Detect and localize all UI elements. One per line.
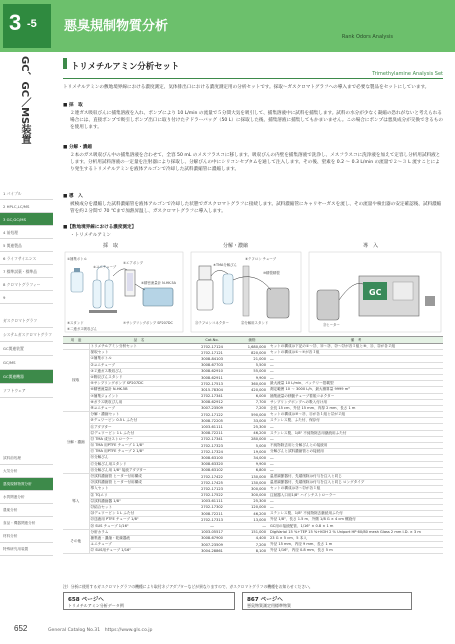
table-cell: ⑬ TMA 成分ストローラー — [89, 436, 189, 442]
table-cell: ― — [235, 523, 269, 529]
table-cell: 300,000 — [235, 492, 269, 498]
table-cell: 測定範囲 10 ～ 3000 L/h、最大積算量 9999 m³ — [269, 387, 443, 393]
table-cell: ⑩デュワービン 0.5 L ふた付 — [89, 418, 189, 424]
reference-page: 658 ページへ — [68, 597, 104, 603]
table-cell: ⑥精密流量計 N-HK-5B — [89, 387, 189, 393]
table-cell: 3007-23509 — [189, 542, 235, 548]
table-cell: 2702-17313 — [189, 517, 235, 523]
diagram-col-intro: 導 入 — [363, 243, 379, 249]
nav-item[interactable]: 5 関連製品 — [0, 239, 53, 252]
diagram-label: ①捕集ボトル — [67, 257, 87, 261]
table-cell: ステンレス製、1/8" 不純物除去継続用ふた付 — [269, 511, 443, 517]
table-cell: ㉑ TQエリ — [89, 492, 189, 498]
apparatus-diagram — [63, 240, 443, 336]
table-cell: ステンレス製、1/8" 不純物除去用継続用ふた付 — [269, 430, 443, 436]
table-cell: 3008-63320 — [189, 461, 235, 467]
nav-item[interactable]: 4 前処理 — [0, 226, 53, 239]
table-cell: DigiVariol 15 %+TEP 15 %+KOH 2 % Uniport HP 60/80 mesh Glass 2 mm I.D. × 3 m — [269, 529, 443, 535]
topic-item[interactable]: 特殊研究用装置 — [0, 543, 53, 556]
table-cell: ユニチューブ — [89, 542, 189, 548]
diagram-label: ③エアポンプ — [123, 261, 143, 265]
table-header: Cat.No. — [189, 337, 235, 344]
nav-item[interactable]: 8 クロマトグラフィー — [0, 278, 53, 291]
product-title-en: Trimethylamine Analysis Set — [372, 71, 443, 77]
table-cell: 7,700 — [235, 399, 269, 405]
table-cell: 46,200 — [235, 430, 269, 436]
reference-desc: トリメチルアミン分析データ例 — [68, 603, 124, 608]
table-cell: 外径 1/16"、内径 0.8 mm、長さ 5 m — [269, 548, 443, 554]
table-cell: ― — [189, 523, 235, 529]
table-cell: 2702-17425 — [189, 480, 235, 486]
table-cell: ⑰分解びん用スタンド — [89, 461, 189, 467]
diagram-col-sampling: 採 取 — [103, 243, 119, 249]
table-cell: 温度調節器付、先端削除は付与を注入と同じ ロングタイプ — [269, 480, 443, 486]
table-cell: 2702-17302 — [189, 504, 235, 510]
nav-item-active[interactable]: 3 GC,GC/MS — [0, 213, 53, 226]
table-cell: 3015-78304 — [189, 387, 235, 393]
diagram-label: ④精密流量計 N-HK-5A — [141, 281, 176, 285]
table-cell: 2702-17121 — [189, 350, 235, 356]
page-number: 652 — [14, 624, 28, 633]
table-cell: 6,000 — [235, 393, 269, 399]
table-cell: 2702-17422 — [189, 473, 235, 479]
table-cell: 120,000 — [235, 504, 269, 510]
table-cell: 3008-62912 — [189, 399, 235, 405]
section-sub-boundary: ・トリメチルアミン — [70, 233, 112, 238]
topic-item[interactable]: 材料分析 — [0, 530, 53, 543]
table-cell: 3004-28861 — [189, 548, 235, 554]
table-cell: ⑨ユニチューブ — [89, 405, 189, 411]
table-cell: 最大流量 10 L/min、バッテリー搭載型 — [269, 381, 443, 387]
table-cell: ― — [269, 356, 443, 362]
reference-page: 867 ページへ — [247, 597, 283, 603]
table-cell: 外径 1/8"、長さ 1.5 m、外側 1/8 G × 4 cm 螺旋付 — [269, 517, 443, 523]
table-cell: 2702-17123 — [189, 486, 235, 492]
table-cell: 捕集液・濃縮・乾燥器液 — [89, 535, 189, 541]
title-accent-bar — [63, 58, 67, 69]
table-row — [63, 548, 443, 554]
nav-item[interactable]: 7 標準試薬・標準品 — [0, 265, 53, 278]
table-note: 注）分析に使用するガスクロマトグラフの機種により取付ネジアダプターなどが異なりますので、ガスクロマトグラフの機種をお知らせください。 — [63, 584, 313, 589]
sidebar-subnav — [0, 314, 53, 398]
table-cell: 分解・濃縮セット — [89, 412, 189, 418]
nav-item[interactable]: 6 ライフサイエンス — [0, 252, 53, 265]
sidebar-topicnav — [0, 452, 53, 556]
topic-item[interactable]: 食品・機器関連分析 — [0, 517, 53, 530]
table-cell: ― — [269, 436, 443, 442]
table-cell: 3008-63102 — [189, 467, 235, 473]
table-cell: 1003-61111 — [189, 498, 235, 504]
diagram-label: ⑬ヒーター — [323, 323, 340, 327]
table-cell-group: 導入 — [63, 473, 89, 529]
table-cell: 3008-72211 — [189, 511, 235, 517]
table-cell: 採取セット — [89, 350, 189, 356]
table-cell: ⑫デュワービン 1 L ふた付 — [89, 430, 189, 436]
nav-item[interactable]: 2 HPLC,LC/MS — [0, 200, 53, 213]
table-header: 備 考 — [269, 337, 443, 344]
table-cell: 130,000 — [235, 473, 269, 479]
table-cell: 1003-61111 — [189, 424, 235, 430]
table-cell: 外径 15 mm、内径 9 mm、長さ 1 m — [269, 542, 443, 548]
chapter-badge — [3, 4, 51, 48]
table-header: 用 途 — [63, 337, 89, 344]
topic-item[interactable]: 大気分析 — [0, 465, 53, 478]
svg-text:GC: GC — [369, 288, 382, 297]
table-cell: 9,900 — [235, 461, 269, 467]
table-cell: 3007-23509 — [189, 405, 235, 411]
table-cell: セットの構成は下記の①～⑬、⑭～⑳、⑳～㉓が各１組と⑧、⑪、㉑が各２組 — [269, 344, 443, 350]
chapter-subnumber: -5 — [27, 18, 37, 30]
table-cell: セットの構成は①～⑦が各１組 — [269, 350, 443, 356]
table-cell: 3008-67703 — [189, 362, 235, 368]
table-cell: サンプリングポンプへの吸入付け用 — [269, 399, 443, 405]
topic-item-active[interactable]: 悪臭規制物質分析 — [0, 478, 53, 491]
section-heading-boundary: ■【数地境界線における濃度測定】 — [63, 225, 137, 230]
diagram-label: ⑩精製精製 — [263, 271, 280, 275]
table-cell: GC用の接続配管、1/16" × 0.8 × 1 m — [269, 523, 443, 529]
reference-box[interactable] — [63, 592, 235, 610]
section-heading-decomp: ■ 分解・濃縮 — [63, 145, 92, 150]
table-cell: ― — [269, 374, 443, 380]
subnav-item[interactable]: ガスクロマトグラフ — [0, 314, 53, 328]
table-cell: ― — [269, 504, 443, 510]
table-cell: 33,000 — [235, 418, 269, 424]
table-cell: ㉒試料濃縮器 1/8" — [89, 498, 189, 504]
table-cell: ⑳試料濃縮管 ヒーター付用構成 — [89, 480, 189, 486]
table-cell: 7,200 — [235, 542, 269, 548]
section-title: 悪臭規制物質分析 — [64, 19, 169, 34]
table-cell: 不純物除去用と分解びんとの接続用 — [269, 443, 443, 449]
table-cell: 8,100 — [235, 548, 269, 554]
table-cell: ⑱分解びん用 1/8" 接続アダプター — [89, 467, 189, 473]
table-cell: ㉗ SUS用チューブ 1/16" — [89, 548, 189, 554]
section-text-intro: 被検成分を濃縮した試料濃縮管を液体アルゴンで冷却した状態でガスクロマトグラフに接続します。試料濃縮管にキャリヤーガスを流し、その流量や検出器の安定確認後、試料濃縮管を約２分間で 70 ℃まで加熱昇温し、ガスクロマトグラフに導入します。 — [70, 202, 442, 214]
table-cell: ― — [269, 467, 443, 473]
table-cell: 1003-05517 — [189, 529, 235, 535]
table-cell: ⑧ガラス吸収びん用 — [89, 399, 189, 405]
diagram-label: ⑤スタンド — [67, 321, 84, 325]
diagram-label: ⑥二連ガス吸収びん — [67, 327, 98, 331]
diagram-label: ⑧テフロン チューブ — [245, 257, 276, 261]
section-heading-sampling: ■ 採 取 — [63, 103, 83, 108]
table-header: 品 名 — [89, 337, 189, 344]
diagram-label: ⑪テフロンコネクター — [195, 321, 229, 325]
table-cell: 2702-17522 — [189, 492, 235, 498]
table-cell: ②ユニチューブ — [89, 362, 189, 368]
table-cell-group: 採取 — [63, 350, 89, 412]
side-vertical-title: GC、GC／MS装置 — [19, 56, 30, 145]
catalog-text: General Catalog No.31 https://www.gls.co.jp — [48, 628, 153, 633]
topic-item[interactable]: 農薬分析 — [0, 504, 53, 517]
table-cell: ― — [269, 424, 443, 430]
table-cell: 46,200 — [235, 511, 269, 517]
table-cell: ③２連ガス吸収びん — [89, 368, 189, 374]
subnav-item[interactable]: GC関連装置 — [0, 342, 53, 356]
table-cell: 300,000 — [235, 486, 269, 492]
table-cell: 2702-17323 — [189, 443, 235, 449]
table-cell: 2702-17324 — [189, 449, 235, 455]
table-cell: ⑦捕集ジョイント — [89, 393, 189, 399]
table-cell: ― — [269, 498, 443, 504]
table-cell: 360,000 — [235, 381, 269, 387]
table-cell: 2702-17122 — [189, 412, 235, 418]
topic-item[interactable]: 試料前処理 — [0, 452, 53, 465]
table-cell: 23 G × 5 cm、5 本入 — [269, 535, 443, 541]
table-cell: 21,000 — [235, 356, 269, 362]
table-cell: ⑯分解びん — [89, 455, 189, 461]
table-cell: 3008-63100 — [189, 455, 235, 461]
product-title: トリメチルアミン分析セット — [71, 61, 180, 71]
diagram-label: ②ユニチューブ — [93, 265, 117, 269]
intro-text: トリメチルアミンの敷地境界線における濃度測定、気体排出口における濃度測定用の分析セットです。採取～ガスクロマトグラフへの導入まで必要な製品をセットにしています。 — [63, 85, 430, 90]
table-cell: 3008-67900 — [189, 535, 235, 541]
diagram-label: ⑨TMA分解びん — [213, 263, 237, 267]
section-text-decomp: ２本のガス吸収びん中の捕集溶液を合わせて、全容 50 mL のメスフラスコに移します。吸収びんの内壁を捕集溶液で洗浄し、メスフラスコに洗浄液を加えて定容し分析用試料液とします。分析用試料溶液の一定量を注射器により採取し、分解びんの中にシリコンセプタムを通して注入します。その後、窒素を 0.2 ～ 0.3 L/min の流量で２～３ L 流すことにより発生するトリメチルアミンを液体アルゴンで冷却した試料濃縮管に濃縮します。 — [70, 153, 441, 172]
sidebar-nav — [0, 187, 53, 304]
table-cell: セットの構成は⑩～⑳、⑪が各１組と⑫が２組 — [269, 412, 443, 418]
diagram-label: ⑦サンプリングポンプ SP207DC — [123, 321, 173, 325]
table-cell: 55,000 — [235, 368, 269, 374]
topic-item[interactable]: 水質関連分析 — [0, 491, 53, 504]
table-cell-group: 分解・濃縮 — [63, 412, 89, 474]
bottle-shape — [71, 272, 83, 292]
table-cell: ⑮ TMA 用PTFE チューブ 2 1/8" — [89, 449, 189, 455]
table-cell: ㉔デュワービン 1 L ふた付 — [89, 511, 189, 517]
table-header: 価格 — [235, 337, 269, 344]
table-cell: 6,800 — [235, 467, 269, 473]
table-cell: 4,400 — [235, 535, 269, 541]
table-cell: ④吸収びんスタンド — [89, 374, 189, 380]
table-cell: 3008-62911 — [189, 374, 235, 380]
table-cell: 分解びんと試料濃縮管との接続用 — [269, 449, 443, 455]
table-cell: トリメチルアミン分析セット — [89, 344, 189, 350]
table-cell: 9,900 — [235, 374, 269, 380]
table-cell: 151,000 — [235, 529, 269, 535]
table-cell: 注射器入口用1/8" ハインチストローラー — [269, 492, 443, 498]
subnav-item[interactable]: ソフトウェア — [0, 384, 53, 398]
product-table — [63, 336, 443, 554]
table-cell: ステンレス製、ふた付、保存付 — [269, 418, 443, 424]
table-cell: 分析カラム — [89, 529, 189, 535]
table-cell: 導入セット — [89, 486, 189, 492]
diagram-label: ⑫分解用スタンド — [241, 321, 269, 325]
table-cell: ⑲試料濃縮管 ヒーター付用構成 — [89, 473, 189, 479]
nav-item[interactable]: 1 パイプル — [0, 187, 53, 200]
table-cell: 820,000 — [235, 350, 269, 356]
table-cell: 5,500 — [235, 362, 269, 368]
table-cell-group: その他 — [63, 529, 89, 554]
table-cell: セットの構成は⑳～㉓が各１組 — [269, 486, 443, 492]
table-cell: 130,000 — [235, 480, 269, 486]
table-cell: 590,000 — [235, 412, 269, 418]
table-cell: ①捕集ボトル — [89, 356, 189, 362]
table-cell: 25,300 — [235, 498, 269, 504]
table-cell: 2702-17124 — [189, 344, 235, 350]
chapter-number: 3 — [9, 10, 22, 35]
table-cell: ⑪アダプター — [89, 424, 189, 430]
table-cell: ㉓結合セット — [89, 504, 189, 510]
table-cell: 3008-72211 — [189, 430, 235, 436]
table-cell: 2702-17341 — [189, 436, 235, 442]
subnav-item[interactable]: GC/MS — [0, 356, 53, 370]
reference-box[interactable] — [242, 592, 412, 610]
table-cell: 2702-17341 — [189, 393, 235, 399]
table-cell: 34,000 — [235, 455, 269, 461]
table-cell: ⑭ TMA 用PTFE チューブ 1 1/8" — [89, 443, 189, 449]
table-cell: 3008-84103 — [189, 356, 235, 362]
table-cell: 3008-62910 — [189, 368, 235, 374]
table-cell: ― — [269, 461, 443, 467]
table-cell: 7,200 — [235, 405, 269, 411]
table-cell: 25,300 — [235, 424, 269, 430]
table-cell: 1,680,000 — [235, 344, 269, 350]
reference-desc: 悪臭物質測定用標準物質 — [247, 603, 291, 608]
table-cell: 19,000 — [235, 449, 269, 455]
table-header-row — [63, 337, 443, 344]
table-cell: ㉕送液用 PTFE チューブ 1/8" — [89, 517, 189, 523]
table-cell: ― — [269, 362, 443, 368]
section-subtitle: Rank Odors Analysis — [341, 34, 393, 40]
nav-item[interactable]: 9 — [0, 291, 53, 304]
section-text-sampling: ２連ガス吸収びんに捕集溶液を入れ、ポンプにより 10 L/min の流量で５分間大気を吸引して、捕集溶液中に試料を捕集します。試料の水分が少なく凝縮の恐れがないと考えられる場合には、直接ポンプで吸引しポンプ出口に取り付けたテドラーバッグ（50 L）に採取した後、捕集溶液に捕集してもかまいません。この場合にポンプは悪臭成分が交換できるものを使用します。 — [70, 111, 443, 130]
section-heading-intro: ■ 導 入 — [63, 194, 83, 199]
table-cell: 13,000 — [235, 517, 269, 523]
table-cell: 420,000 — [235, 387, 269, 393]
table-cell: 温度調節器付、先端削除は付与を注入と同じ — [269, 473, 443, 479]
table-cell: 2702-17513 — [189, 381, 235, 387]
table-cell: 捕集液量の移動チューブ着脱コネクター — [269, 393, 443, 399]
subnav-item[interactable]: システムガスクロマトグラフ — [0, 328, 53, 342]
table-cell: 3008-72205 — [189, 418, 235, 424]
table-cell: 280,000 — [235, 436, 269, 442]
table-cell: ― — [269, 455, 443, 461]
subnav-item-active[interactable]: GC関連機器 — [0, 370, 53, 384]
table-cell: ㉖ SUS チューブ 1/16" — [89, 523, 189, 529]
table-cell: 全長 15 cm、外径 15 mm、肉厚 2 mm、長さ 1 m — [269, 405, 443, 411]
table-cell: 5,000 — [235, 443, 269, 449]
table-cell: ― — [269, 368, 443, 374]
title-rule — [63, 78, 443, 79]
diagram-col-decomp: 分解・濃縮 — [223, 243, 249, 249]
table-cell: ⑤サンプリングポンプ SP207DC — [89, 381, 189, 387]
